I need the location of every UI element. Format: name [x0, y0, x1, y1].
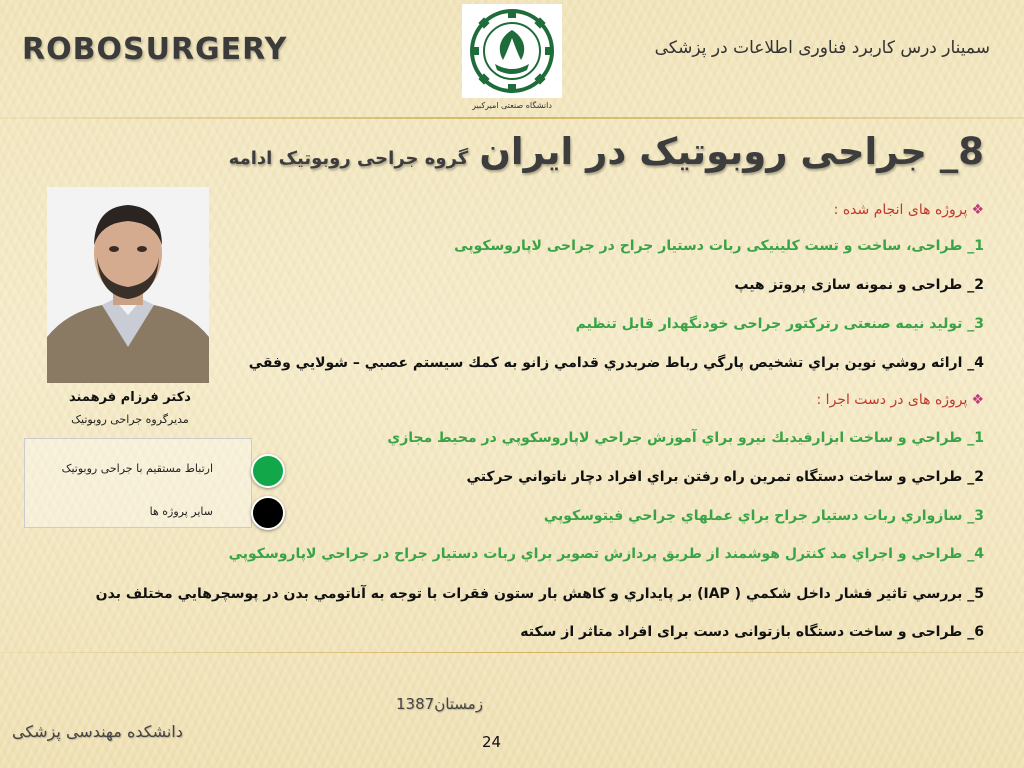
logo-caption: دانشگاه صنعتی امیرکبیر [472, 101, 552, 110]
list-item: 1_ طراحي و ساخت ابزارفیدبك نیرو براي آموزش جراحي لاپاروسكوپي در محیط مجازي [387, 430, 984, 446]
legend-item-direct: ارتباط مستقیم با جراحی روبوتیک [61, 462, 213, 475]
list-item: 2_ طراحی و نمونه سازی پروتز هیپ [734, 277, 984, 293]
slide-title-main: 8_ جراحی روبوتیک در ایران [479, 130, 984, 173]
list-item: 4_ طراحي و اجراي مد كنترل هوشمند از طريق پردازش تصوير براي ربات دستيار جراح در جراحي لاپاروسكوپي [228, 546, 984, 562]
slide-title-sub: گروه جراحی روبوتیک ادامه [228, 148, 469, 169]
footer-faculty: دانشکده مهندسی پزشکی [12, 722, 183, 741]
diamond-bullet-icon: ❖ [971, 202, 984, 218]
list-item: 2_ طراحي و ساخت دستگاه تمرين راه رفتن براي افراد دچار ناتواني حركتي [466, 469, 984, 485]
list-item: 6_ طراحی و ساخت دستگاه بازتوانی دست برای افراد متاثر از سکته [520, 624, 984, 640]
list-item: 4_ ارائه روشي نوین براي تشخیص پارگي رباط ضربدري قدامي زانو به كمك سیستم عصبي – شولایي وفقي [248, 355, 984, 371]
person-name: دکتر فرزام فرهمند [69, 390, 191, 405]
presentation-title: ROBOSURGERY [22, 32, 288, 67]
footer-date: زمستان1387 [396, 695, 483, 713]
page-number: 24 [482, 733, 502, 751]
list-item: 3_ سازواري ربات دستیار جراح براي عملهاي جراحي فیتوسكوپي [543, 508, 984, 524]
list-item: 3_ تولید نیمه صنعتی رترکتور جراحی خودنگهدار قابل تنظیم [575, 316, 984, 332]
list-item: 1_ طراحی، ساخت و تست کلینیکی ربات دستیار جراح در جراحی لاپاروسکوپی [454, 238, 984, 254]
done-heading: ❖پروژه های انجام شده : [833, 202, 984, 218]
footer-divider [0, 652, 1024, 653]
seminar-title: سمینار درس کاربرد فناوری اطلاعات در پزشکی [654, 38, 990, 58]
in-progress-heading: ❖پروژه های در دست اجرا : [816, 392, 984, 408]
person-role: مدیرگروه جراحی روبوتیک [71, 413, 189, 426]
list-item: 5_ بررسي تاثير فشار داخل شكمي ( IAP) بر پايداري و كاهش بار ستون فقرات با توجه به آناتومي بدن در پوسچرهايي مختلف بدن [95, 586, 984, 602]
legend-item-other: سایر پروژه ها [149, 505, 213, 518]
diamond-bullet-icon: ❖ [971, 392, 984, 408]
